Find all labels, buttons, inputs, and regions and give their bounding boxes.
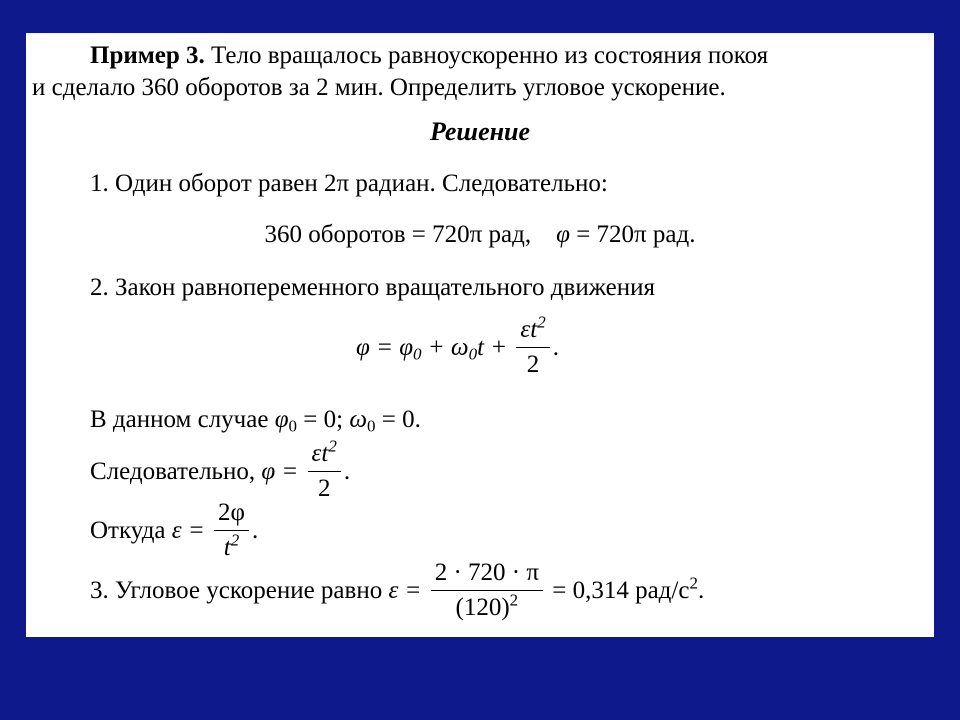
hence-end: . <box>343 457 351 485</box>
whence-prefix: Откуда <box>90 516 166 544</box>
case-omega-sub: 0 <box>366 416 376 436</box>
problem-line-1 <box>90 41 768 71</box>
whence-fraction <box>214 498 249 563</box>
hence-den: 2 <box>317 475 331 502</box>
case-phi: φ <box>274 406 289 433</box>
step1-text: 1. Один оборот равен 2π радиан. Следовательно: <box>90 170 608 197</box>
step2-frac-den: 2 <box>526 351 540 378</box>
step2-phi0-sub: 0 <box>413 343 422 363</box>
problem-label: Пример 3. <box>90 42 205 69</box>
whence-line <box>90 498 258 563</box>
step2-lhs: φ = φ <box>356 333 414 361</box>
step1-phi: φ <box>556 221 570 248</box>
problem-text-2: и сделало 360 оборотов за 2 мин. Определить угловое ускорение. <box>32 74 726 101</box>
step2-t-plus: t + <box>477 333 508 361</box>
whence-num: 2φ <box>218 499 245 526</box>
step2-formula <box>356 312 559 380</box>
step2-text: 2. Закон равнопеременного вращательного движения <box>90 274 655 301</box>
step3-result-exp: 2 <box>689 573 698 593</box>
case-phi-sub: 0 <box>288 416 298 436</box>
step3-lhs: ε = <box>388 576 422 604</box>
case-prefix: В данном случае <box>90 406 269 433</box>
step1-formula <box>26 220 934 250</box>
step3-num: 2 · 720 · π <box>431 558 543 591</box>
step1-right: = 720π рад. <box>576 221 696 248</box>
slide-page <box>26 33 934 637</box>
whence-end: . <box>251 516 259 544</box>
step2-omega0-sub: 0 <box>468 343 478 363</box>
case-mid: = 0; <box>303 406 344 433</box>
hence-lhs: φ = <box>261 457 299 485</box>
step3-result: = 0,314 рад/с <box>552 576 690 604</box>
case-omega: ω <box>349 406 367 433</box>
whence-den-exp: 2 <box>230 530 240 550</box>
problem-text-1: Тело вращалось равноускоренно из состояния покоя <box>211 42 769 69</box>
whence-lhs: ε = <box>171 516 205 544</box>
step2-frac-num: εt <box>520 316 538 343</box>
solution-heading: Решение <box>429 117 531 146</box>
step2-frac-num-exp: 2 <box>537 312 546 332</box>
step1-left: 360 оборотов = 720π рад, <box>264 221 532 248</box>
step2-end: . <box>552 333 559 361</box>
step2-fraction <box>516 312 549 380</box>
hence-num-exp: 2 <box>328 436 337 456</box>
step3-den-exp: 2 <box>509 590 519 610</box>
hence-num: εt <box>311 440 329 467</box>
hence-fraction <box>308 436 341 504</box>
case-line <box>90 405 421 435</box>
step3-prefix: 3. Угловое ускорение равно <box>90 576 383 604</box>
problem-line-2 <box>32 73 726 103</box>
step2-plus: + ω <box>427 333 469 361</box>
step3-den: (120) <box>455 594 510 621</box>
step3-line <box>90 558 704 623</box>
hence-prefix: Следовательно, <box>90 457 256 485</box>
step3-fraction <box>431 558 543 623</box>
case-end: = 0. <box>381 406 421 433</box>
whence-den: t <box>223 534 231 561</box>
hence-line <box>90 436 351 504</box>
step3-end: . <box>697 576 705 604</box>
